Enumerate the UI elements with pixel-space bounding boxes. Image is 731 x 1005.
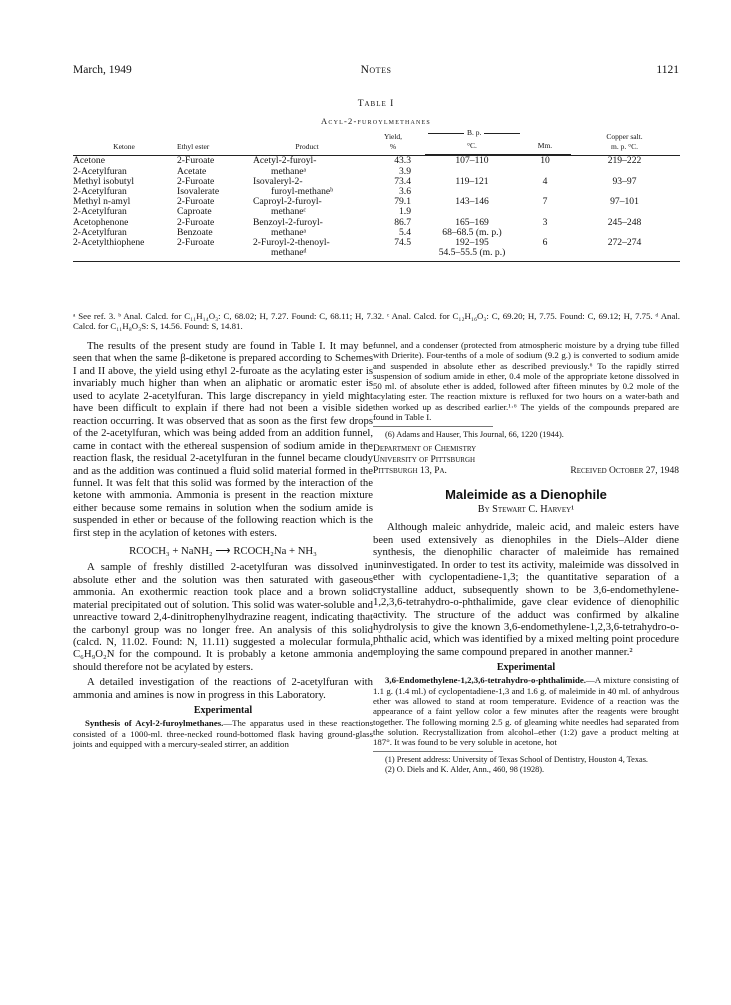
cell-ketone: 2-Acetylfuran bbox=[73, 226, 127, 238]
cell-cu: 272–274 bbox=[607, 237, 642, 249]
cell-product: methaneᵃ bbox=[271, 165, 307, 177]
cell-product: furoyl-methaneᵇ bbox=[271, 186, 334, 198]
received-date: Received October 27, 1948 bbox=[570, 466, 679, 477]
cell-bp: 68–68.5 (m. p.) bbox=[442, 226, 502, 238]
cell-cu: 219–222 bbox=[607, 155, 642, 167]
table-row bbox=[73, 207, 680, 217]
table-title: Acyl-2-furoylmethanes bbox=[321, 116, 431, 126]
paragraph: Although maleic anhydride, maleic acid, and maleic esters have been used extensively as dienophiles in the Diels–Alder diene synthesis, the dienophilic character of maleimide has remained uninvestigated. In order to test its activity, maleimide was dissolved in ether with cyclopentadiene-1,3; the quantitative separation of a crystalline adduct, subsequently shown to be 3,6-endomethylene-1,2,3,6-tetrahydro-o-phthalimide, gave clear evidence of dienophilic activity. The structure of the adduct was confirmed by alkaline hydrolysis to give the known 3,6-endomethylene-1,2,3,6-tetrahydro-o-phthalic acid, which was identified by a mixed melting point procedure employing the same compound prepared in another manner.² bbox=[373, 521, 679, 658]
footnote-rule bbox=[373, 426, 493, 427]
header-bp-label: B. p. bbox=[467, 128, 482, 137]
cell-ester: 2-Furoate bbox=[177, 237, 215, 249]
table-row bbox=[73, 187, 680, 197]
paragraph bbox=[373, 675, 679, 747]
cell-product: Isovaleryl-2- bbox=[253, 175, 303, 187]
cell-bp: 107–110 bbox=[455, 155, 489, 167]
cell-ketone: 2-Acetylfuran bbox=[73, 165, 127, 177]
cell-yield: 73.4 bbox=[394, 175, 411, 187]
cell-mm: 7 bbox=[542, 196, 548, 208]
cell-yield bbox=[363, 248, 425, 262]
cell-bp: 165–169 bbox=[455, 216, 489, 228]
cell-ketone: 2-Acetylthiophene bbox=[73, 237, 145, 249]
cell-ketone: Methyl isobutyl bbox=[73, 175, 135, 187]
cell-ketone: Methyl n-amyl bbox=[73, 196, 131, 208]
cell-bp: 143–146 bbox=[455, 196, 489, 208]
header-bp-rule-right bbox=[484, 133, 520, 134]
cell-ketone: Acetone bbox=[73, 155, 105, 167]
cell-product: Acetyl-2-furoyl- bbox=[253, 155, 317, 167]
cell-yield: 43.3 bbox=[394, 155, 411, 167]
footnote-rule bbox=[373, 751, 493, 752]
cell-mm bbox=[521, 248, 571, 262]
cell-mm: 3 bbox=[542, 216, 548, 228]
article-title: Maleimide as a Dienophile bbox=[445, 487, 607, 503]
cell-ester: Caproate bbox=[177, 206, 212, 218]
data-table bbox=[73, 128, 680, 262]
cell-cu: 97–101 bbox=[610, 196, 639, 208]
table-row bbox=[73, 197, 680, 207]
cell-yield: 3.6 bbox=[399, 186, 411, 198]
section-heading: Experimental bbox=[193, 705, 253, 717]
table-row bbox=[73, 228, 680, 238]
cell-ketone: 2-Acetylfuran bbox=[73, 206, 127, 218]
cell-product: Caproyl-2-furoyl- bbox=[253, 196, 322, 208]
running-head bbox=[73, 64, 679, 80]
header-bp-group bbox=[425, 128, 571, 141]
footnote: (1) Present address: University of Texas School of Dentistry, Houston 4, Texas. bbox=[385, 755, 648, 765]
cell-product: Benzoyl-2-furoyl- bbox=[253, 216, 323, 228]
cell-bp: 119–121 bbox=[455, 175, 489, 187]
table-row bbox=[73, 177, 680, 187]
cell-product: 2-Furoyl-2-thenoyl- bbox=[253, 237, 330, 249]
table-row bbox=[73, 238, 680, 248]
reaction-equation: RCOCH₃ + NaNH₂ ⟶ RCOCH₂Na + NH₃ bbox=[129, 545, 317, 558]
section-heading: Experimental bbox=[496, 662, 556, 674]
cell-bp: 54.5–55.5 (m. p.) bbox=[425, 248, 521, 262]
cell-ester: 2-Furoate bbox=[177, 155, 215, 167]
byline: By Stewart C. Harvey¹ bbox=[477, 504, 575, 516]
table-number: Table I bbox=[357, 99, 395, 109]
header-ester: Ethyl ester bbox=[177, 141, 210, 151]
paragraph-text: —A mixture consisting of 1.1 g. (1.4 ml.) of cyclopentadiene-1,3 and 1.6 g. of maleimide in 40 ml. of anhydrous ether was allowed to stand at room temperature. Evidence of a reaction was the appearance of a faint yellow color a few minutes after the reagents were brought together. The following morning 2.5 g. of gleaming white needles had separated from the solution. Recrystallization from alcohol–ether (1:2) gave a product melting at 187°. It was found to be very soluble in acetone, hot bbox=[373, 675, 679, 748]
header-bp-rule-left bbox=[428, 133, 464, 134]
cell-yield: 1.9 bbox=[399, 206, 411, 218]
cell-ester bbox=[177, 248, 253, 262]
cell-ketone bbox=[73, 248, 177, 262]
paragraph: funnel, and a condenser (protected from atmospheric moisture by a drying tube filled with Drierite). Four-tenths of a mole of sodium (9.2 g.) is converted to sodium amide and suspended in absolute ether as described previously.⁶ To the rapidly stirred suspension of sodium amide in ether, 0.4 mole of the appropriate ketone dissolved in 50 ml. of absolute ether is added, followed after fifteen minutes by 0.2 mole of the acylating ester. The reaction mixture is refluxed for two hours on a water-bath and then worked up as described earlier.¹·⁶ The yields of the compounds prepared are found in Table I. bbox=[373, 340, 679, 423]
paragraph bbox=[73, 718, 373, 749]
table-footnotes: ᵃ See ref. 3. ᵇ Anal. Calcd. for C₁₁H₁₄O₃: C, 68.02; H, 7.27. Found: C, 68.11; H, 7.32. ᶜ Anal. Calcd. for C₁₂H₁₆O₃: C, 69.20; H, 7.75. Found: C, 69.12; H, 7.75. ᵈ Anal. Calcd. for C₁₁H₈O₃S: S, 14.56. Found: S, 14.81. bbox=[73, 311, 680, 332]
cell-ester: Acetate bbox=[177, 165, 207, 177]
cell-yield: 5.4 bbox=[399, 226, 411, 238]
header-ketone: Ketone bbox=[113, 141, 135, 151]
running-head-date: March, 1949 bbox=[73, 64, 132, 76]
table-row bbox=[73, 167, 680, 177]
cell-bp: 192–195 bbox=[455, 237, 489, 249]
running-head-section: Notes bbox=[360, 64, 392, 76]
cell-mm: 10 bbox=[540, 155, 550, 167]
cell-ester: 2-Furoate bbox=[177, 216, 215, 228]
footnote: (2) O. Diels and K. Alder, Ann., 460, 98 (1928). bbox=[385, 765, 545, 775]
cell-ester: 2-Furoate bbox=[177, 175, 215, 187]
cell-product: methaneᵈ bbox=[253, 248, 363, 262]
cell-product: methaneᵃ bbox=[271, 226, 307, 238]
table-row bbox=[73, 218, 680, 228]
address-line: University of Pittsburgh bbox=[373, 455, 476, 466]
cell-yield: 86.7 bbox=[394, 216, 411, 228]
address-line: Department of Chemistry bbox=[373, 444, 477, 455]
cell-cu: 245–248 bbox=[607, 216, 642, 228]
cell-mm: 4 bbox=[542, 175, 548, 187]
header-yield: Yield, % bbox=[383, 131, 403, 151]
paragraph: The results of the present study are found in Table I. It may be seen that when the same β-diketone is prepared according to Schemes I and II above, the yield using ethyl 2-furoate as the acylating ester is invariably much higher than when an aliphatic or aromatic ester is used to acylate 2-acetylfuran. This large discrepancy in yield might have been difficult to explain if there had not been a visible side reaction occurring. It was observed that as soon as the first few drops of the 2-acetylfuran, which was being added from an addition funnel, came in contact with the ethereal suspension of sodium amide in the reaction flask, the residual 2-acetylfuran in the funnel became cloudy and as the addition was continued a fluid solid material formed in the funnel. It was felt that this solid was formed by the interaction of the ketone with ammonia. Ammonia is present in the reaction mixture either because some remains in solution when the sodium amide is suspended in ether or because of the following reaction which is the first step in the acylation of ketones with esters. bbox=[73, 340, 373, 539]
paragraph: A detailed investigation of the reactions of 2-acetylfuran with ammonia and amines is now in progress in this Laboratory. bbox=[73, 676, 373, 701]
paragraph: A sample of freshly distilled 2-acetylfuran was dissolved in absolute ether and the solution was then saturated with gaseous ammonia. An exothermic reaction took place and a brown solid material precipitated out of solution. This solid was water-soluble and unreactive toward 2,4-dinitrophenylhydrazine reagent, indicating that the carbonyl group was no longer free. An analysis of this solid (calcd. N, 11.02. Found: N, 11.11) suggested a molecular formula, C₆H₉O₂N for the compound. It is probably a ketone ammonia and should therefore not be acylated by esters. bbox=[73, 561, 373, 673]
right-column bbox=[373, 340, 679, 775]
table-row bbox=[73, 156, 680, 167]
header-product: Product bbox=[295, 141, 319, 151]
cell-yield: 3.9 bbox=[399, 165, 411, 177]
reference: (6) Adams and Hauser, This Journal, 66, 1220 (1944). bbox=[385, 430, 564, 440]
header-copper-salt: Copper salt. m. p. °C. bbox=[606, 131, 643, 151]
cell-mm: 6 bbox=[542, 237, 548, 249]
cell-ester: 2-Furoate bbox=[177, 196, 215, 208]
cell-product: methaneᶜ bbox=[271, 206, 306, 218]
cell-cu bbox=[571, 248, 680, 262]
cell-yield: 74.5 bbox=[394, 237, 411, 249]
run-in-heading: 3,6-Endomethylene-1,2,3,6-tetrahydro-o-phthalimide. bbox=[385, 675, 586, 686]
left-column bbox=[73, 340, 373, 749]
cell-ketone: Acetophenone bbox=[73, 216, 129, 228]
page-number: 1121 bbox=[656, 64, 679, 76]
table-body bbox=[73, 156, 680, 262]
cell-ketone: 2-Acetylfuran bbox=[73, 186, 127, 198]
cell-ester: Benzoate bbox=[177, 226, 213, 238]
header-bp-mm: Mm. bbox=[521, 141, 571, 155]
table-row bbox=[73, 248, 680, 262]
cell-cu: 93–97 bbox=[612, 175, 637, 187]
cell-yield: 79.1 bbox=[394, 196, 411, 208]
header-bp-c: °C. bbox=[425, 141, 521, 155]
paragraph-text: —The apparatus used in these reactions consisted of a 1000-ml. three-necked round-bottomed flask having ground-glass joints and equipped with a mercury-sealed stirrer, an addition bbox=[73, 718, 374, 749]
address-line: Pittsburgh 13, Pa. bbox=[373, 466, 447, 477]
author-address bbox=[373, 444, 679, 477]
run-in-heading: Synthesis of Acyl-2-furoylmethanes. bbox=[85, 718, 224, 729]
cell-ester: Isovalerate bbox=[177, 186, 220, 198]
